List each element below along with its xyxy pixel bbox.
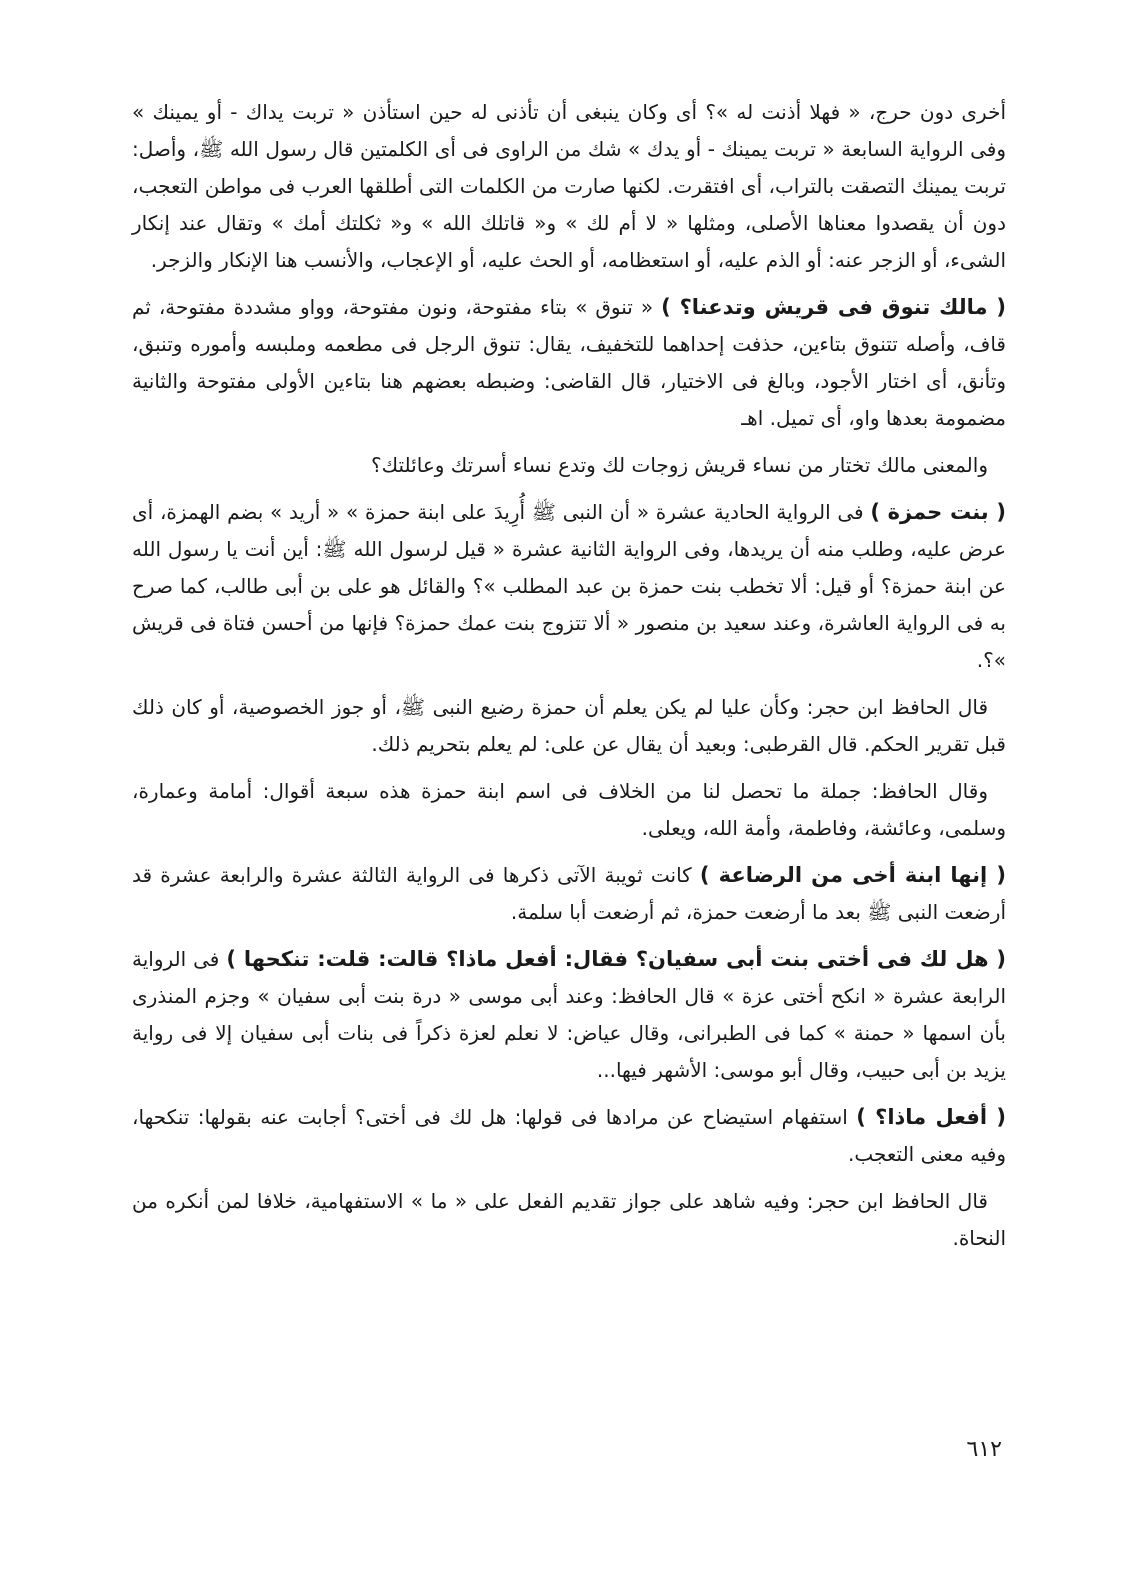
paragraph-5 — [132, 689, 1006, 763]
paragraph-1 — [132, 94, 1006, 279]
paragraph-4 — [132, 494, 1006, 679]
paragraph-8-text: فى الرواية الرابعة عشرة « انكح أختى عزة » قال الحافظ: وعند أبى موسى « درة بنت أبى سفيان » وجزم المنذرى بأن اسمها « حمنة » كما فى الطبرانى، وقال عياض: لا نعلم لعزة ذكراً فى بنات أبى سفيان إلا فى رواية يزيد بن أبى حبيب، وقال أبو موسى: الأشهر فيها... — [132, 947, 1006, 1082]
paragraph-6 — [132, 773, 1006, 847]
paragraph-5-text: قال الحافظ ابن حجر: وكأن عليا لم يكن يعلم أن حمزة رضيع النبى ﷺ، أو جوز الخصوصية، أو كان ذلك قبل تقرير الحكم. قال القرطبى: وبعيد أن يقال عن على: لم يعلم بتحريم ذلك. — [132, 695, 1006, 756]
paragraph-7-lead: ( إنها ابنة أخى من الرضاعة ) — [699, 863, 1006, 887]
paragraph-2 — [132, 289, 1006, 437]
paragraph-8-lead: ( هل لك فى أختى بنت أبى سفيان؟ فقال: أفعل ماذا؟ قالت: قلت: تنكحها ) — [226, 947, 1007, 971]
paragraph-2-lead: ( مالك تنوق فى قريش وتدعنا؟ ) — [661, 295, 1006, 319]
paragraph-9-lead: ( أفعل ماذا؟ ) — [856, 1105, 1007, 1129]
paragraph-9-text: استفهام استيضاح عن مرادها فى قولها: هل لك فى أختى؟ أجابت عنه بقولها: تنكحها، وفيه معنى التعجب. — [132, 1105, 1006, 1166]
paragraph-6-text: وقال الحافظ: جملة ما تحصل لنا من الخلاف فى اسم ابنة حمزة هذه سبعة أقوال: أمامة وعمارة، وسلمى، وعائشة، وفاطمة، وأمة الله، ويعلى. — [132, 779, 1006, 840]
paragraph-9 — [132, 1099, 1006, 1173]
paragraph-7-text: كانت ثويبة الآتى ذكرها فى الرواية الثالثة عشرة والرابعة عشرة قد أرضعت النبى ﷺ بعد ما أرضعت حمزة، ثم أرضعت أبا سلمة. — [132, 863, 1006, 924]
paragraph-4-lead: ( بنت حمزة ) — [870, 500, 1006, 524]
page-number: ٦١٢ — [966, 1437, 1002, 1462]
paragraph-10-text: قال الحافظ ابن حجر: وفيه شاهد على جواز تقديم الفعل على « ما » الاستفهامية، خلافا لمن أنكره من النحاة. — [132, 1189, 1006, 1250]
paragraph-10 — [132, 1183, 1006, 1257]
paragraph-4-text: فى الرواية الحادية عشرة « أن النبى ﷺ أُرِيدَ على ابنة حمزة » « أريد » بضم الهمزة، أى عرض عليه، وطلب منه أن يريدها، وفى الرواية الثانية عشرة « قيل لرسول الله ﷺ: أين أنت يا رسول الله عن ابنة حمزة؟ أو قيل: ألا تخطب بنت حمزة بن عبد المطلب »؟ والقائل هو على بن أبى طالب، كما صرح به فى الرواية العاشرة، وعند سعيد بن منصور « ألا تتزوج بنت عمك حمزة؟ فإنها من أحسن فتاة فى قريش »؟. — [132, 500, 1006, 672]
page-body — [132, 94, 1006, 1534]
paragraph-3 — [132, 447, 1006, 484]
paragraph-3-text: والمعنى مالك تختار من نساء قريش زوجات لك وتدع نساء أسرتك وعائلتك؟ — [371, 453, 988, 477]
paragraph-2-text: « تنوق » بتاء مفتوحة، ونون مفتوحة، وواو مشددة مفتوحة، ثم قاف، وأصله تتنوق بتاءين، حذفت إحداهما للتخفيف، يقال: تنوق الرجل فى مطعمه وملبسه وأموره وتنبق، وتأنق، أى اختار الأجود، وبالغ فى الاختيار، قال القاضى: وضبطه بعضهم هنا بتاءين الأولى مفتوحة والثانية مضمومة بعدها واو، أى تميل. اهـ — [132, 295, 1006, 430]
paragraph-7 — [132, 857, 1006, 931]
paragraph-8 — [132, 941, 1006, 1089]
paragraph-1-text: أخرى دون حرج، « فهلا أذنت له »؟ أى وكان ينبغى أن تأذنى له حين استأذن « تربت يداك - أو يمينك » وفى الرواية السابعة « تربت يمينك - أو يدك » شك من الراوى فى أى الكلمتين قال رسول الله ﷺ، وأصل: تربت يمينك التصقت بالتراب، أى افتقرت. لكنها صارت من الكلمات التى أطلقها العرب فى مواطن التعجب، دون أن يقصدوا معناها الأصلى، ومثلها « لا أم لك » و« قاتلك الله » و« ثكلتك أمك » وتقال عند إنكار الشىء، أو الزجر عنه: أو الذم عليه، أو استعظامه، أو الحث عليه، أو الإعجاب، والأنسب هنا الإنكار والزجر. — [132, 100, 1006, 272]
